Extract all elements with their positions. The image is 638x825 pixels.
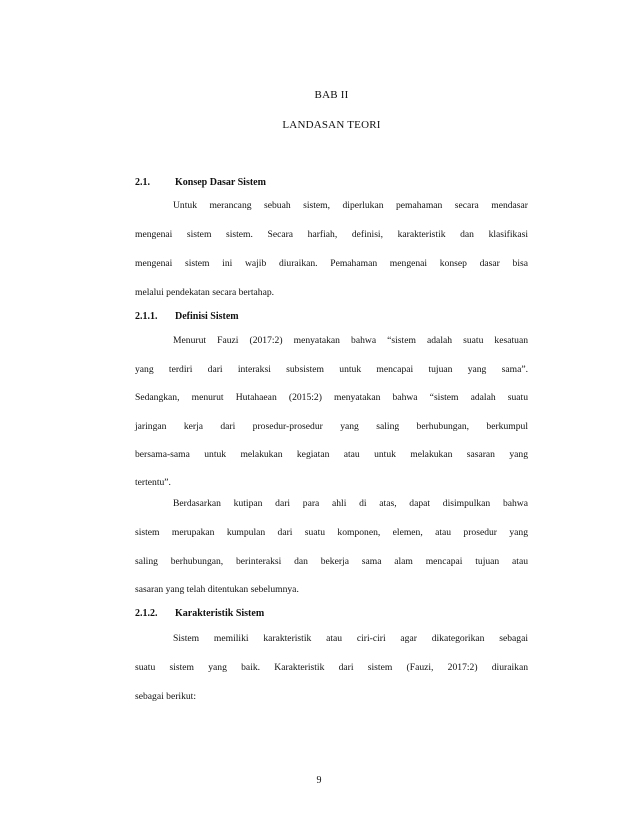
chapter-label: BAB II: [314, 89, 349, 101]
paragraph-line: sistem merupakan kumpulan dari suatu komponen, elemen, atau prosedur yang: [135, 527, 528, 538]
section-heading-2-1-1: [135, 311, 239, 322]
paragraph-line: mengenai sistem ini wajib diuraikan. Pemahaman mengenai konsep dasar bisa: [135, 258, 528, 269]
paragraph-line: Berdasarkan kutipan dari para ahli di atas, dapat disimpulkan bahwa: [173, 498, 528, 509]
paragraph-line: sebagai berikut:: [135, 691, 197, 702]
section-heading-2-1: [135, 177, 266, 188]
paragraph-line: bersama-sama untuk melakukan kegiatan atau untuk melakukan sasaran yang: [135, 449, 528, 460]
section-title: Konsep Dasar Sistem: [175, 177, 266, 188]
paragraph-line: suatu sistem yang baik. Karakteristik dari sistem (Fauzi, 2017:2) diuraikan: [135, 662, 528, 673]
paragraph-line: sasaran yang telah ditentukan sebelumnya.: [135, 584, 299, 595]
section-title: Karakteristik Sistem: [175, 608, 265, 619]
paragraph-line: saling berhubungan, berinteraksi dan bekerja sama alam mencapai tujuan atau: [135, 556, 528, 567]
section-number: 2.1.: [135, 177, 150, 188]
chapter-title: LANDASAN TEORI: [282, 119, 381, 131]
paragraph-line: Sistem memiliki karakteristik atau ciri-ciri agar dikategorikan sebagai: [173, 633, 528, 644]
paragraph-line: Untuk merancang sebuah sistem, diperlukan pemahaman secara mendasar: [173, 200, 528, 211]
paragraph-line: tertentu”.: [135, 477, 171, 488]
paragraph-line: melalui pendekatan secara bertahap.: [135, 287, 275, 298]
paragraph-line: Menurut Fauzi (2017:2) menyatakan bahwa “sistem adalah suatu kesatuan: [173, 335, 528, 346]
page-number: 9: [316, 775, 322, 786]
section-title: Definisi Sistem: [175, 311, 239, 322]
section-number: 2.1.1.: [135, 311, 158, 322]
paragraph-line: Sedangkan, menurut Hutahaean (2015:2) menyatakan bahwa “sistem adalah suatu: [135, 392, 528, 403]
paragraph-line: mengenai sistem sistem. Secara harfiah, definisi, karakteristik dan klasifikasi: [135, 229, 528, 240]
section-number: 2.1.2.: [135, 608, 158, 619]
paragraph-line: yang terdiri dari interaksi subsistem untuk mencapai tujuan yang sama”.: [135, 364, 528, 375]
section-heading-2-1-2: [135, 608, 264, 619]
paragraph-line: jaringan kerja dari prosedur-prosedur yang saling berhubungan, berkumpul: [135, 421, 528, 432]
